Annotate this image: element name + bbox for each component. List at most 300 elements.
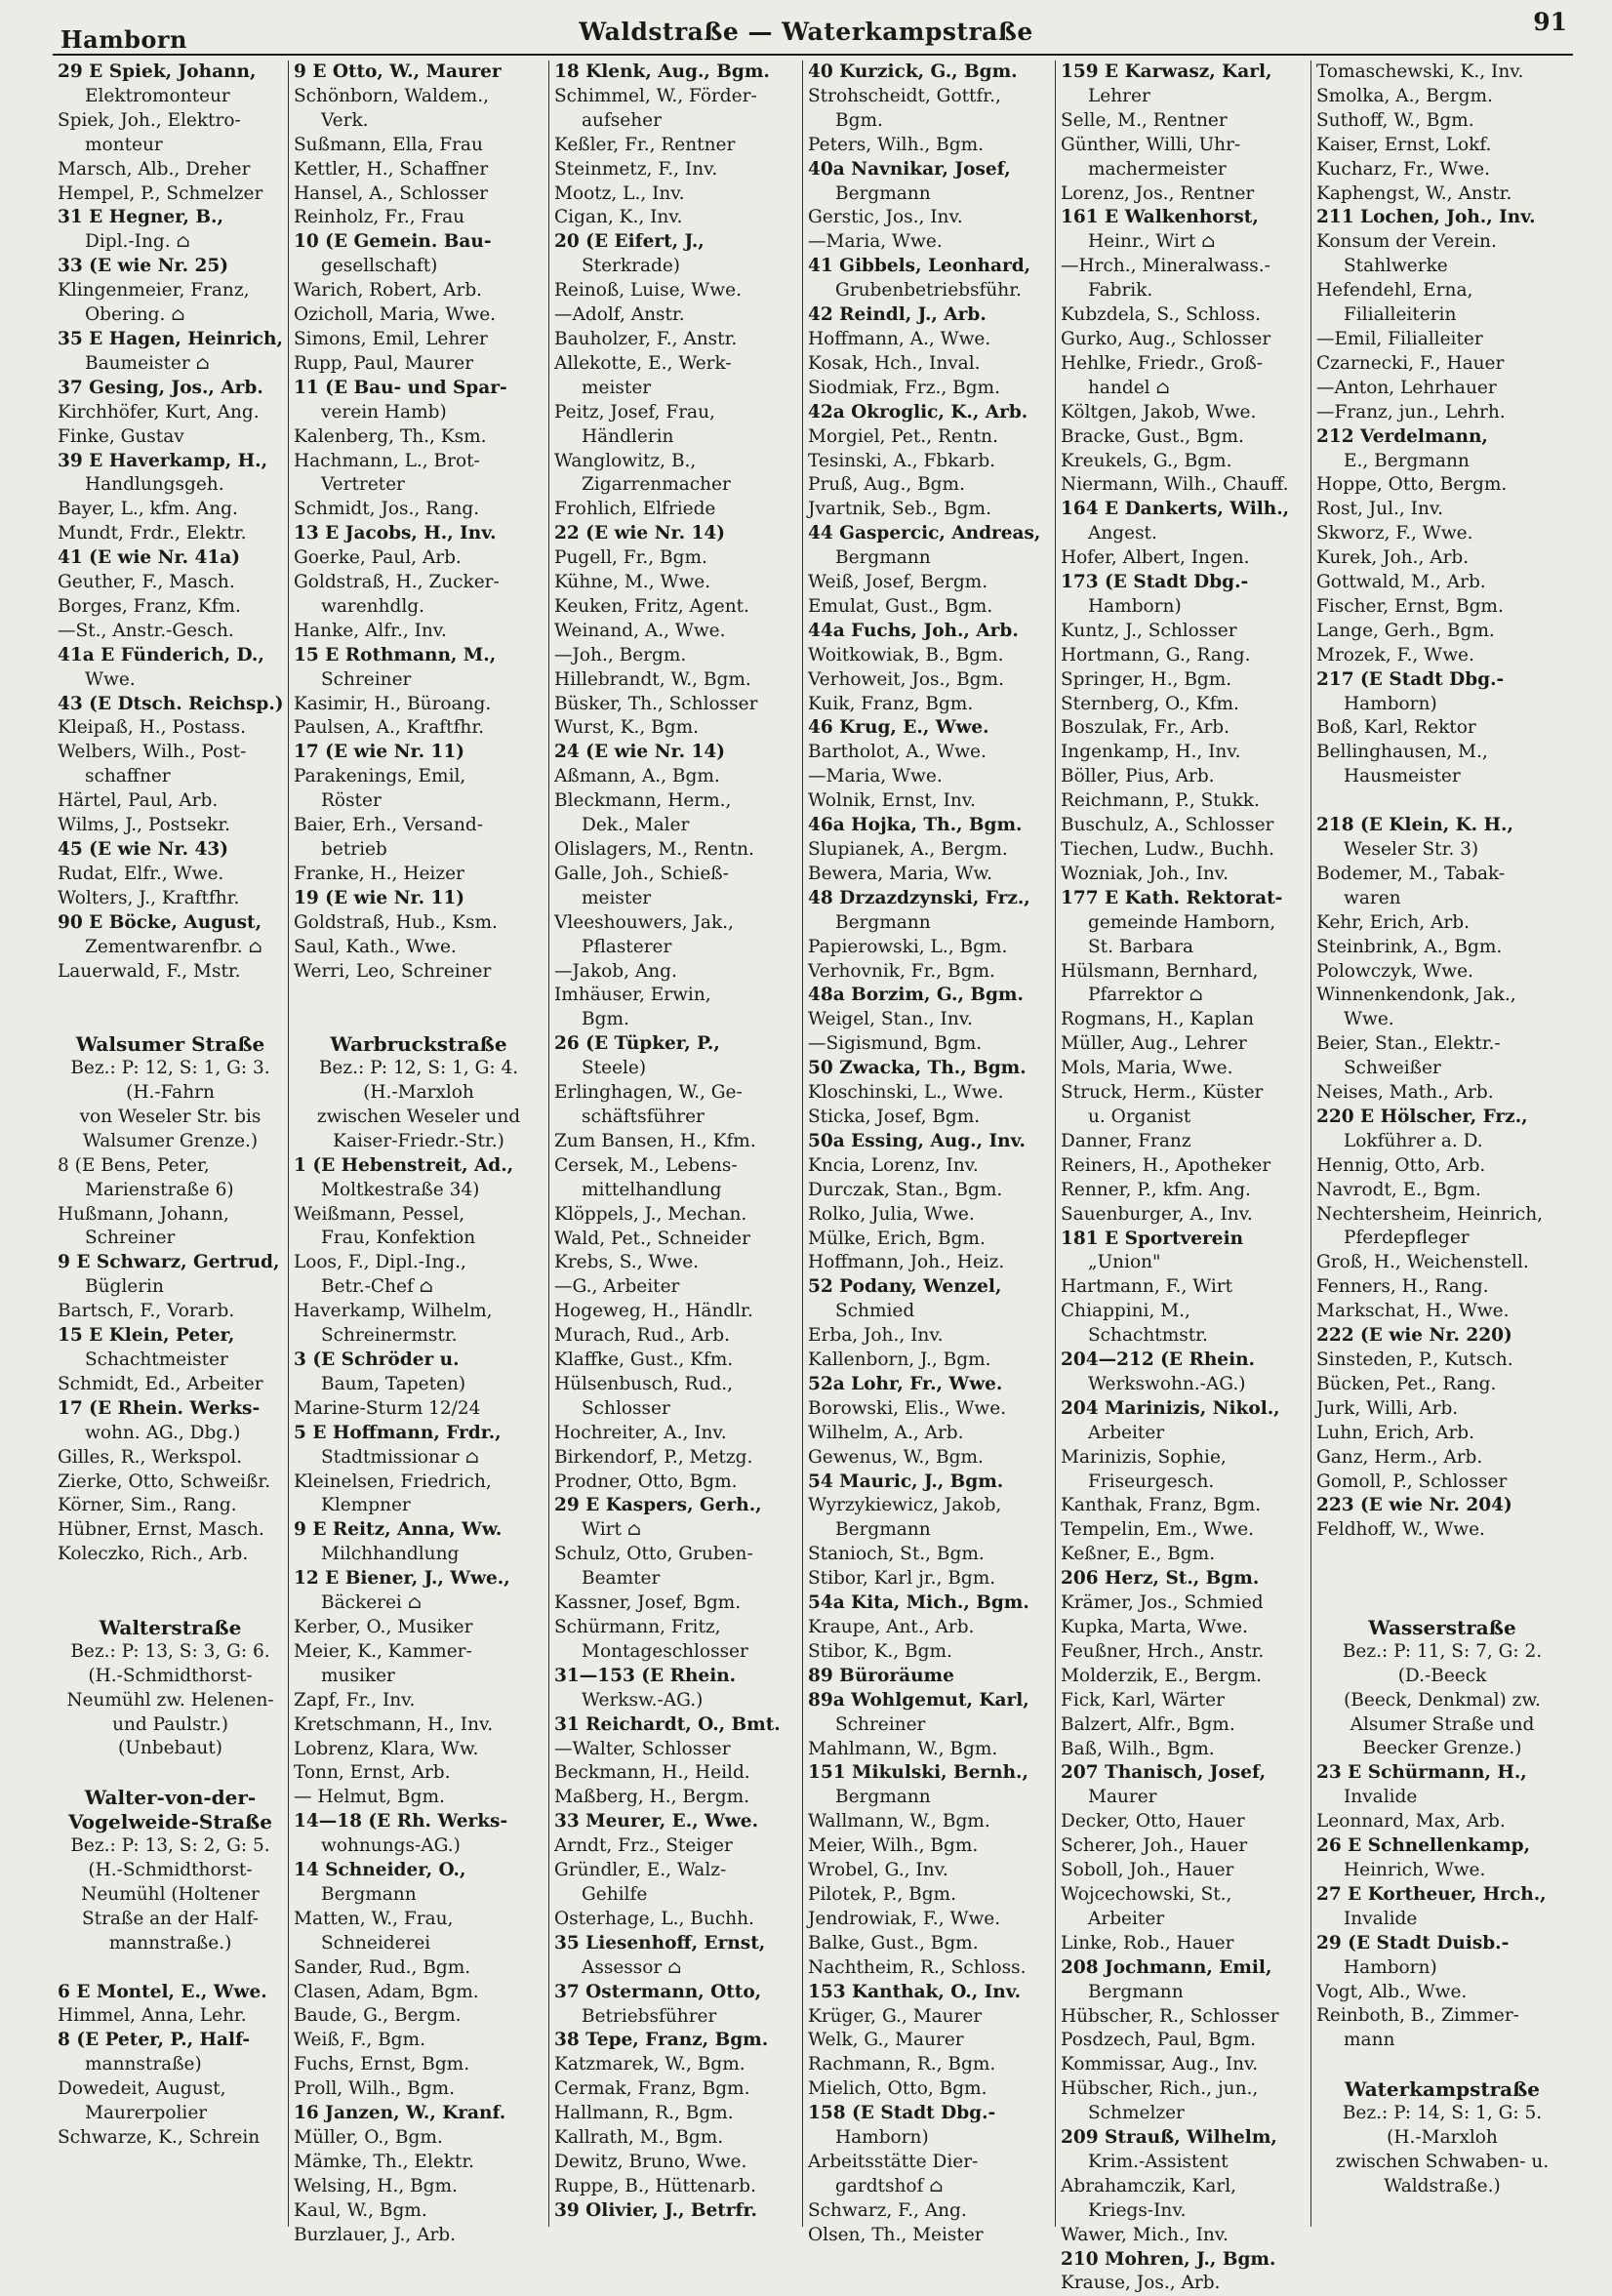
directory-entry-line: Bergmann <box>835 1519 931 1541</box>
directory-entry-line: Stibor, K., Bgm. <box>808 1640 952 1662</box>
directory-entry-line: Schmelzer <box>1088 2103 1185 2124</box>
directory-entry-line: Goldstraß, H., Zucker- <box>294 572 500 593</box>
directory-entry-line: Hübscher, Rich., jun., <box>1061 2078 1259 2100</box>
street-description: (H.-Schmidthorst- <box>88 1665 253 1686</box>
directory-entry-line: Assessor ⌂ <box>582 1956 682 1978</box>
directory-entry-line: Jvartnik, Seb., Bgm. <box>808 499 991 520</box>
directory-entry-line: Heinrich, Wwe. <box>1344 1860 1486 1880</box>
directory-entry-line: Renner, P., kfm. Ang. <box>1061 1179 1251 1200</box>
directory-entry-line: 164 E Dankerts, Wilh., <box>1061 499 1290 520</box>
directory-entry-line: Jendrowiak, F., Wwe. <box>808 1908 1001 1929</box>
directory-entry-line: Kreukels, G., Bgm. <box>1061 450 1232 471</box>
directory-entry-line: Kriegs-Inv. <box>1088 2199 1187 2221</box>
spacer <box>294 1008 544 1032</box>
directory-entry-line: Cermak, Franz, Bgm. <box>554 2078 750 2100</box>
directory-entry-line: Pflasterer <box>582 936 672 957</box>
directory-entry-line: Peitz, Josef, Frau, <box>554 401 715 423</box>
spacer <box>58 1956 283 1981</box>
directory-entry-line: Cersek, M., Lebens- <box>554 1154 738 1176</box>
directory-entry-line: —Emil, Filialleiter <box>1316 328 1483 349</box>
directory-entry-line: Verhovnik, Fr., Bgm. <box>808 960 995 982</box>
directory-entry-line: —G., Arbeiter <box>554 1276 680 1298</box>
directory-entry-line: Aßmann, A., Bgm. <box>554 766 720 787</box>
directory-entry-line: 89a Wohlgemut, Karl, <box>808 1689 1029 1711</box>
directory-entry-line: 9 E Schwarz, Gertrud, <box>58 1252 280 1273</box>
directory-entry-line: Büglerin <box>85 1276 164 1298</box>
directory-entry-line: Zapf, Fr., Inv. <box>294 1689 416 1711</box>
directory-entry-line: Schulz, Otto, Gruben- <box>554 1544 753 1565</box>
street-description: (H.-Marxloh <box>1387 2126 1498 2148</box>
directory-entry-line: Suthoff, W., Bgm. <box>1316 109 1474 131</box>
directory-entry-line: Schweißer <box>1344 1058 1441 1079</box>
header-street-range: Waldstraße — Waterkampstraße <box>579 18 1033 46</box>
street-description: Kaiser-Friedr.-Str.) <box>333 1130 504 1151</box>
directory-entry-line: Lauerwald, F., Mstr. <box>58 960 241 982</box>
directory-entry-line: Schwarz, F., Ang. <box>808 2199 967 2221</box>
directory-entry-line: 89 Büroräume <box>808 1665 954 1686</box>
directory-entry-line: Hallmann, R., Bgm. <box>554 2103 734 2124</box>
directory-entry-line: Beier, Stan., Elektr.- <box>1316 1033 1501 1055</box>
directory-entry-line: Kncia, Lorenz, Inv. <box>808 1154 979 1176</box>
directory-entry-line: Maurer <box>1088 1787 1157 1808</box>
directory-entry-line: Balzert, Alfr., Bgm. <box>1061 1713 1235 1735</box>
street-description: (Beeck, Denkmal) zw. <box>1344 1689 1541 1711</box>
directory-entry-line: Fabrik. <box>1088 280 1153 302</box>
directory-entry-line: 23 E Schürmann, H., <box>1316 1762 1527 1784</box>
directory-entry-line: Pferdepfleger <box>1344 1228 1470 1249</box>
directory-entry-line: Luhn, Erich, Arb. <box>1316 1422 1475 1443</box>
directory-entry-line: Balke, Gust., Bgm. <box>808 1932 979 1954</box>
directory-entry-line: Kraupe, Ant., Arb. <box>808 1617 975 1637</box>
directory-entry-line: Werkswohn.-AG.) <box>1088 1373 1246 1394</box>
directory-entry-line: Heinr., Wirt ⌂ <box>1088 231 1216 253</box>
directory-entry-line: Bergmann <box>321 1883 417 1905</box>
street-description: Bez.: P: 13, S: 3, G: 6. <box>70 1640 270 1662</box>
directory-entry-line: Sternberg, O., Kfm. <box>1061 693 1239 714</box>
directory-entry-line: Hülsmann, Bernhard, <box>1061 960 1259 982</box>
directory-entry-line: Kommissar, Aug., Inv. <box>1061 2054 1259 2075</box>
directory-entry-line: Wrobel, G., Inv. <box>808 1860 948 1881</box>
directory-entry-line: machermeister <box>1088 158 1227 180</box>
directory-entry-line: Dewitz, Bruno, Wwe. <box>554 2151 747 2172</box>
directory-entry-line: Marine-Sturm 12/24 <box>294 1397 481 1419</box>
directory-entry-line: Milchhandlung <box>321 1544 460 1565</box>
directory-entry-line: Kleipaß, H., Postass. <box>58 717 247 739</box>
directory-entry-line: Zigarrenmacher <box>582 474 731 496</box>
directory-entry-line: —Adolf, Anstr. <box>554 304 685 326</box>
directory-entry-line: Danner, Franz <box>1061 1130 1191 1151</box>
street-description: zwischen Weseler und <box>316 1106 521 1127</box>
directory-entry-line: Sterkrade) <box>582 256 680 277</box>
directory-entry-line: 54 Mauric, J., Bgm. <box>808 1470 1004 1492</box>
directory-entry-line: Pruß, Aug., Bgm. <box>808 474 965 496</box>
directory-entry-line: Baude, G., Bergm. <box>294 2005 462 2027</box>
directory-entry-line: 177 E Kath. Rektorat- <box>1061 887 1283 908</box>
page-number: 91 <box>1533 8 1567 36</box>
column-2 <box>288 60 548 2245</box>
directory-entry-line: Jurk, Willi, Arb. <box>1316 1397 1459 1419</box>
directory-entry-line: 3 (E Schröder u. <box>294 1349 460 1370</box>
directory-entry-line: Feldhoff, W., Wwe. <box>1316 1519 1485 1541</box>
directory-entry-line: Kühne, M., Wwe. <box>554 572 711 593</box>
directory-entry-line: Tomaschewski, K., Inv. <box>1316 61 1524 82</box>
directory-entry-line: Kupka, Marta, Wwe. <box>1061 1617 1248 1637</box>
directory-entry-line: Haverkamp, Wilhelm, <box>294 1301 493 1322</box>
directory-entry-line: Schimmel, W., Förder- <box>554 85 757 106</box>
directory-entry-line: Schachtmstr. <box>1088 1325 1208 1347</box>
directory-entry-line: 31 E Hegner, B., <box>58 207 223 228</box>
directory-entry-line: Handlungsgeh. <box>85 474 224 496</box>
directory-entry-line: Wilms, J., Postsekr. <box>58 815 231 836</box>
street-description: mannstraße.) <box>108 1932 232 1954</box>
directory-entry-line: Kirchhöfer, Kurt, Ang. <box>58 401 260 423</box>
directory-entry-line: 29 E Kaspers, Gerh., <box>554 1495 762 1516</box>
directory-entry-line: —St., Anstr.-Gesch. <box>58 620 234 641</box>
directory-entry-line: 158 (E Stadt Dbg.- <box>808 2103 996 2124</box>
directory-entry-line: Konsum der Verein. <box>1316 231 1497 253</box>
directory-entry-line: Weigel, Stan., Inv. <box>808 1009 973 1030</box>
directory-entry-line: —Anton, Lehrhauer <box>1316 377 1497 398</box>
directory-entry-line: Krämer, Jos., Schmied <box>1061 1592 1264 1614</box>
street-description: und Paulstr.) <box>112 1713 228 1735</box>
directory-entry-line: Maßberg, H., Bergm. <box>554 1787 749 1808</box>
directory-entry-line: Leonnard, Max, Arb. <box>1316 1811 1506 1833</box>
street-description: Straße an der Half- <box>81 1908 260 1929</box>
column-6 <box>1310 60 1573 2227</box>
directory-entry-line: 17 (E wie Nr. 11) <box>294 742 464 763</box>
directory-entry-line: Müller, O., Bgm. <box>294 2127 443 2148</box>
directory-entry-line: 41 Gibbels, Leonhard, <box>808 256 1031 277</box>
street-description: Bez.: P: 12, S: 1, G: 3. <box>70 1058 270 1079</box>
directory-entry-line: Pilotek, P., Bgm. <box>808 1883 956 1905</box>
street-description: Waldstraße.) <box>1384 2175 1501 2196</box>
directory-entry-line: Geuther, F., Masch. <box>58 572 235 593</box>
directory-entry-line: E., Bergmann <box>1344 450 1470 471</box>
directory-entry-line: Smolka, A., Bergm. <box>1316 85 1493 106</box>
directory-entry-line: Bäckerei ⌂ <box>321 1592 422 1614</box>
directory-entry-line: Burzlauer, J., Arb. <box>294 2224 457 2245</box>
directory-entry-line: Sußmann, Ella, Frau <box>294 134 483 155</box>
directory-entry-line: 39 Olivier, J., Betrfr. <box>554 2199 757 2221</box>
directory-entry-line: Reinoß, Luise, Wwe. <box>554 280 742 302</box>
directory-entry-line: waren <box>1344 887 1401 908</box>
directory-entry-line: Struck, Herm., Küster <box>1061 1082 1264 1104</box>
directory-entry-line: 161 E Walkenhorst, <box>1061 207 1259 228</box>
directory-entry-line: Keßner, E., Bgm. <box>1061 1544 1216 1565</box>
directory-entry-line: Hachmann, L., Brot- <box>294 450 480 471</box>
spacer <box>1316 789 1568 814</box>
directory-entry-line: 14 Schneider, O., <box>294 1860 466 1881</box>
directory-entry-line: Schreiner <box>321 668 412 690</box>
directory-entry-line: 222 (E wie Nr. 220) <box>1316 1325 1512 1347</box>
directory-entry-line: wohn. AG., Dbg.) <box>85 1422 241 1443</box>
directory-entry-line: Neises, Math., Arb. <box>1316 1082 1494 1104</box>
directory-entry-line: Gewenus, W., Bgm. <box>808 1446 984 1468</box>
directory-entry-line: Ozicholl, Maria, Wwe. <box>294 304 497 326</box>
column-4 <box>802 60 1055 2245</box>
directory-entry-line: Hefendehl, Erna, <box>1316 280 1473 302</box>
directory-entry-line: Schmidt, Jos., Rang. <box>294 499 480 520</box>
directory-entry-line: Arbeiter <box>1088 1908 1165 1929</box>
directory-entry-line: Groß, H., Weichenstell. <box>1316 1252 1529 1273</box>
directory-entry-line: Kuntz, J., Schlosser <box>1061 620 1237 641</box>
directory-entry-line: 40 Kurzick, G., Bgm. <box>808 61 1018 82</box>
directory-entry-line: Költgen, Jakob, Wwe. <box>1061 401 1257 423</box>
directory-entry-line: Prodner, Otto, Bgm. <box>554 1470 738 1492</box>
directory-entry-line: Härtel, Paul, Arb. <box>58 790 219 812</box>
directory-entry-line: Soboll, Joh., Hauer <box>1061 1860 1234 1881</box>
directory-entry-line: 19 (E wie Nr. 11) <box>294 887 464 908</box>
directory-entry-line: 41a E Fünderich, D., <box>58 644 264 665</box>
directory-entry-line: Böller, Pius, Arb. <box>1061 766 1215 787</box>
directory-entry-line: Arndt, Frz., Steiger <box>554 1835 733 1857</box>
directory-entry-line: 173 (E Stadt Dbg.- <box>1061 572 1249 593</box>
directory-entry-line: Weinand, A., Wwe. <box>554 620 726 641</box>
directory-entry-line: Arbeitsstätte Dier- <box>808 2151 979 2172</box>
directory-entry-line: Meier, Wilh., Bgm. <box>808 1835 979 1857</box>
directory-entry-line: Tesinski, A., Fbkarb. <box>808 450 996 471</box>
column-3 <box>548 60 802 2227</box>
directory-entry-line: Ganz, Herm., Arb. <box>1316 1446 1483 1468</box>
directory-entry-line: Erlinghagen, W., Ge- <box>554 1082 743 1104</box>
directory-entry-line: —Maria, Wwe. <box>808 766 943 787</box>
directory-entry-line: Schürmann, Fritz, <box>554 1617 721 1637</box>
directory-entry-line: Proll, Wilh., Bgm. <box>294 2078 455 2100</box>
street-description: Bez.: P: 14, S: 1, G: 5. <box>1342 2103 1543 2124</box>
directory-entry-line: Frau, Konfektion <box>321 1228 476 1249</box>
directory-entry-line: Sauenburger, A., Inv. <box>1061 1203 1253 1225</box>
directory-entry-line: Kallrath, M., Bgm. <box>554 2127 724 2149</box>
directory-entry-line: Zum Bansen, H., Kfm. <box>554 1130 756 1151</box>
directory-entry-line: Invalide <box>1344 1787 1418 1808</box>
directory-entry-line: Hanke, Alfr., Inv. <box>294 620 447 641</box>
directory-entry-line: 26 E Schnellenkamp, <box>1316 1835 1531 1857</box>
directory-entry-line: Strohscheidt, Gottfr., <box>808 85 1001 106</box>
directory-entry-line: Gerstic, Jos., Inv. <box>808 207 963 228</box>
directory-entry-line: Erba, Joh., Inv. <box>808 1325 944 1347</box>
directory-entry-line: Marinizis, Sophie, <box>1061 1446 1227 1468</box>
directory-entry-line: Wald, Pet., Schneider <box>554 1228 750 1249</box>
directory-entry-line: Polowczyk, Wwe. <box>1316 960 1473 982</box>
directory-entry-line: Mundt, Frdr., Elektr. <box>58 523 247 544</box>
directory-entry-line: Hehlke, Friedr., Groß- <box>1061 352 1264 374</box>
directory-entry-line: Papierowski, L., Bgm. <box>808 936 1008 957</box>
directory-entry-line: Murach, Rud., Arb. <box>554 1325 731 1347</box>
directory-entry-line: Baier, Erh., Versand- <box>294 815 483 836</box>
directory-entry-line: Reinholz, Fr., Frau <box>294 207 465 228</box>
directory-entry-line: Czarnecki, F., Hauer <box>1316 352 1505 374</box>
directory-entry-line: meister <box>582 377 652 398</box>
directory-entry-line: Fuchs, Ernst, Bgm. <box>294 2054 470 2075</box>
directory-entry-line: 223 (E wie Nr. 204) <box>1316 1495 1512 1516</box>
directory-entry-line: Imhäuser, Erwin, <box>554 985 711 1006</box>
directory-entry-line: Bergmann <box>835 1787 931 1808</box>
directory-entry-line: Keßler, Fr., Rentner <box>554 134 736 155</box>
directory-entry-line: Decker, Otto, Hauer <box>1061 1811 1245 1833</box>
directory-entry-line: Kurek, Joh., Arb. <box>1316 547 1470 569</box>
directory-entry-line: Stadtmissionar ⌂ <box>321 1446 479 1468</box>
directory-entry-line: Hempel, P., Schmelzer <box>58 182 263 204</box>
directory-entry-line: Bewera, Maria, Ww. <box>808 863 993 884</box>
street-heading: Walsumer Straße <box>75 1032 265 1057</box>
directory-entry-line: Hoffmann, Joh., Heiz. <box>808 1252 1005 1273</box>
directory-entry-line: Olsen, Th., Meister <box>808 2224 984 2245</box>
directory-entry-line: 206 Herz, St., Bgm. <box>1061 1568 1260 1590</box>
directory-entry-line: Lobrenz, Klara, Ww. <box>294 1738 479 1759</box>
directory-entry-line: Kalenberg, Th., Ksm. <box>294 425 487 447</box>
directory-entry-line: Stahlwerke <box>1344 256 1448 277</box>
directory-entry-line: Baum, Tapeten) <box>321 1373 466 1394</box>
directory-entry-line: 210 Mohren, J., Bgm. <box>1061 2248 1276 2270</box>
directory-entry-line: Durczak, Stan., Bgm. <box>808 1179 1003 1200</box>
directory-entry-line: Boß, Karl, Rektor <box>1316 717 1476 739</box>
directory-entry-line: Posdzech, Paul, Bgm. <box>1061 2030 1257 2051</box>
directory-entry-line: Bgm. <box>582 1009 629 1030</box>
directory-entry-line: Lokführer a. D. <box>1344 1130 1483 1151</box>
street-description: (Unbebaut) <box>118 1738 222 1759</box>
directory-entry-line: Kettler, H., Schaffner <box>294 158 489 180</box>
directory-entry-line: Borowski, Elis., Wwe. <box>808 1397 1007 1419</box>
directory-entry-line: Steinbrink, A., Bgm. <box>1316 936 1503 957</box>
directory-entry-line: Krebs, S., Wwe. <box>554 1252 700 1273</box>
directory-entry-line: Birkendorf, P., Metzg. <box>554 1446 753 1468</box>
directory-entry-line: Schreiner <box>835 1713 926 1735</box>
street-description: (H.-Schmidthorst- <box>88 1859 253 1880</box>
directory-entry-line: 15 E Rothmann, M., <box>294 644 497 665</box>
directory-entry-line: 9 E Reitz, Anna, Ww. <box>294 1519 503 1541</box>
directory-entry-line: Reiners, H., Apotheker <box>1061 1154 1271 1176</box>
directory-entry-line: Selle, M., Rentner <box>1061 109 1228 131</box>
spacer <box>58 1008 283 1032</box>
directory-entry-line: Maurerpolier <box>85 2103 208 2124</box>
directory-entry-line: Weißmann, Pessel, <box>294 1203 465 1225</box>
directory-entry-line: Hoppe, Otto, Bergm. <box>1316 474 1508 496</box>
directory-entry-line: gemeinde Hamborn, <box>1088 911 1276 933</box>
directory-entry-line: Hortmann, G., Rang. <box>1061 644 1251 665</box>
directory-entry-line: Schmied <box>835 1301 915 1322</box>
directory-entry-line: Matten, W., Frau, <box>294 1908 454 1929</box>
directory-entry-line: 33 (E wie Nr. 25) <box>58 256 228 277</box>
directory-entry-line: Verk. <box>321 109 369 131</box>
directory-entry-line: Rachmann, R., Bgm. <box>808 2054 996 2075</box>
directory-entry-line: Mols, Maria, Wwe. <box>1061 1058 1233 1079</box>
directory-entry-line: Baumeister ⌂ <box>85 352 210 374</box>
directory-entry-line: 204 Marinizis, Nikol., <box>1061 1397 1280 1419</box>
directory-entry-line: Kaul, W., Bgm. <box>294 2199 427 2221</box>
directory-entry-line: 1 (E Hebenstreit, Ad., <box>294 1154 514 1176</box>
directory-entry-line: Bergmann <box>1088 1981 1184 2002</box>
directory-entry-line: Schmidt, Ed., Arbeiter <box>58 1373 263 1394</box>
directory-entry-line: Welk, G., Maurer <box>808 2030 964 2051</box>
directory-entry-line: Moltkestraße 34) <box>321 1179 480 1200</box>
directory-entry-line: Mootz, L., Inv. <box>554 182 685 204</box>
spacer <box>1316 1543 1568 1567</box>
directory-entry-line: Wojcechowski, St., <box>1061 1883 1232 1905</box>
directory-entry-line: Krause, Jos., Arb. <box>1061 2273 1221 2294</box>
directory-entry-line: Kuik, Franz, Bgm. <box>808 693 974 714</box>
directory-entry-line: 6 E Montel, E., Wwe. <box>58 1981 267 2002</box>
directory-entry-line: Hübscher, R., Schlosser <box>1061 2005 1279 2027</box>
directory-entry-line: Müller, Aug., Lehrer <box>1061 1033 1247 1055</box>
street-description: Neumühl (Holtener <box>81 1883 260 1905</box>
directory-entry-line: 9 E Otto, W., Maurer <box>294 61 502 82</box>
header-rule <box>53 54 1573 56</box>
directory-entry-line: Hochreiter, A., Inv. <box>554 1422 727 1443</box>
directory-entry-line: 15 E Klein, Peter, <box>58 1325 235 1347</box>
directory-entry-line: Sinsteden, P., Kutsch. <box>1316 1349 1513 1371</box>
directory-entry-line: 46 Krug, E., Wwe. <box>808 717 989 739</box>
spacer <box>58 1567 283 1591</box>
directory-entry-line: Niermann, Wilh., Chauff. <box>1061 474 1289 496</box>
directory-entry-line: 20 (E Eifert, J., <box>554 231 705 253</box>
directory-entry-line: Betr.-Chef ⌂ <box>321 1276 433 1298</box>
directory-entry-line: Lange, Gerh., Bgm. <box>1316 620 1495 641</box>
directory-entry-line: Woitkowiak, B., Bgm. <box>808 644 1004 665</box>
directory-entry-line: Gottwald, M., Arb. <box>1316 572 1486 593</box>
directory-entry-line: Hartmann, F., Wirt <box>1061 1276 1233 1298</box>
directory-entry-line: Beamter <box>582 1568 661 1590</box>
directory-entry-line: Klempner <box>321 1495 411 1516</box>
directory-entry-line: Schreinermstr. <box>321 1325 458 1347</box>
directory-entry-line: Baß, Wilh., Bgm. <box>1061 1738 1215 1759</box>
directory-entry-line: Hennig, Otto, Arb. <box>1316 1154 1486 1176</box>
directory-entry-line: 40a Navnikar, Josef, <box>808 158 1011 180</box>
directory-entry-line: Hamborn) <box>1344 693 1437 714</box>
street-heading: Waterkampstraße <box>1344 2077 1541 2102</box>
directory-entry-line: Paulsen, A., Kraftfhr. <box>294 717 485 739</box>
directory-entry-line: 90 E Böcke, August, <box>58 911 262 933</box>
directory-entry-line: wohnungs-AG.) <box>321 1835 461 1857</box>
directory-entry-line: Kehr, Erich, Arb. <box>1316 911 1470 933</box>
column-5 <box>1055 60 1310 2294</box>
directory-entry-line: Krim.-Assistent <box>1088 2151 1229 2172</box>
directory-entry-line: Fick, Karl, Wärter <box>1061 1689 1225 1711</box>
directory-entry-line: Vertreter <box>321 474 405 496</box>
directory-entry-line: 8 (E Bens, Peter, <box>58 1154 210 1176</box>
directory-entry-line: Stibor, Karl jr., Bgm. <box>808 1568 996 1590</box>
directory-entry-line: Dipl.-Ing. ⌂ <box>85 231 190 253</box>
directory-entry-line: 41 (E wie Nr. 41a) <box>58 547 240 569</box>
directory-entry-line: Parakenings, Emil, <box>294 766 466 787</box>
directory-entry-line: schäftsführer <box>582 1106 705 1127</box>
directory-entry-line: Kanthak, Franz, Bgm. <box>1061 1495 1262 1516</box>
street-description: Walsumer Grenze.) <box>82 1130 259 1151</box>
directory-entry-line: Schwarze, K., Schrein <box>58 2126 261 2148</box>
directory-entry-line: 46a Hojka, Th., Bgm. <box>808 815 1023 836</box>
directory-entry-line: 16 Janzen, W., Kranf. <box>294 2103 506 2124</box>
directory-entry-line: Weseler Str. 3) <box>1344 838 1479 860</box>
directory-entry-line: schaffner <box>85 766 171 787</box>
directory-entry-line: Wallmann, W., Bgm. <box>808 1811 990 1833</box>
directory-entry-line: 33 Meurer, E., Wwe. <box>554 1811 759 1833</box>
directory-entry-line: Bellinghausen, M., <box>1316 742 1488 763</box>
columns <box>53 60 1573 2294</box>
directory-entry-line: 13 E Jacobs, H., Inv. <box>294 523 497 544</box>
directory-entry-line: mannstraße) <box>85 2054 202 2075</box>
directory-entry-line: warenhdlg. <box>321 595 424 617</box>
directory-entry-line: Pfarrektor ⌂ <box>1088 985 1203 1006</box>
directory-entry-line: Arbeiter <box>1088 1422 1165 1443</box>
directory-entry-line: Mämke, Th., Elektr. <box>294 2151 475 2172</box>
directory-entry-line: Wawer, Mich., Inv. <box>1061 2224 1229 2245</box>
directory-entry-line: 212 Verdelmann, <box>1316 425 1488 447</box>
directory-entry-line: 24 (E wie Nr. 14) <box>554 742 725 763</box>
directory-entry-line: 31—153 (E Rhein. <box>554 1665 737 1686</box>
street-description: Beecker Grenze.) <box>1362 1738 1522 1759</box>
street-description: zwischen Schwaben- u. <box>1335 2151 1550 2172</box>
directory-entry-line: Beckmann, H., Heild. <box>554 1762 750 1784</box>
directory-entry-line: Abrahamczik, Karl, <box>1061 2175 1237 2196</box>
